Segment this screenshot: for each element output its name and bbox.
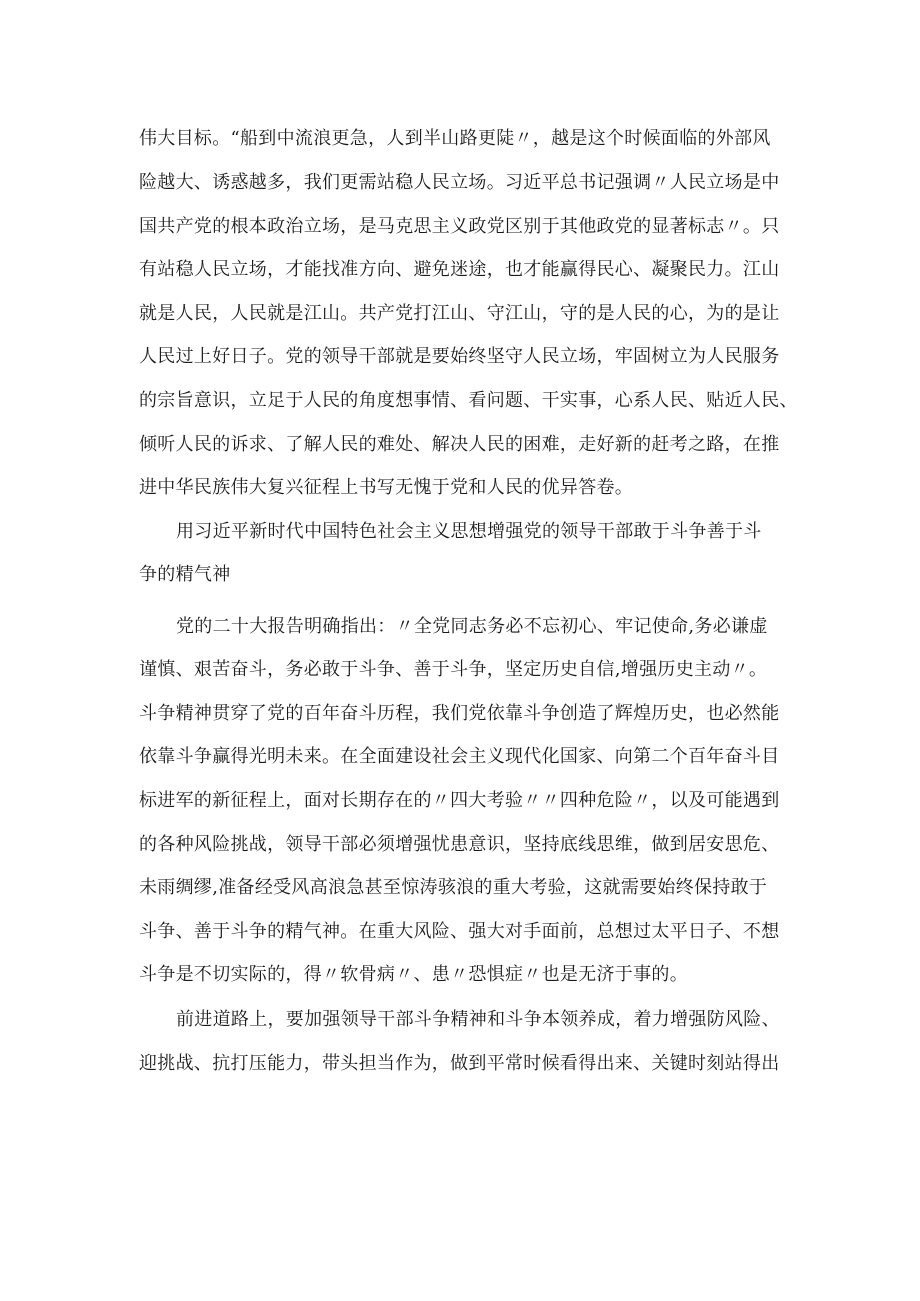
section-heading-line: 争的精气神 [139, 564, 231, 585]
text-line: 党的二十大报告明确指出：〃全党同志务必不忘初心、牢记使命,务必谦虚 [176, 616, 768, 637]
text-line: 倾听人民的诉求、了解人民的难处、解决人民的困难，走好新的赶考之路，在推 [139, 434, 780, 455]
text-line: 斗争、善于斗争的精气神。在重大风险、强大对手面前，总想过太平日子、不想 [139, 921, 780, 942]
text-line: 险越大、诱惑越多，我们更需站稳人民立场。习近平总书记强调〃人民立场是中 [139, 172, 780, 193]
text-line: 人民过上好日子。党的领导干部就是要始终坚守人民立场，牢固树立为人民服务 [139, 346, 780, 367]
text-line: 就是人民，人民就是江山。共产党打江山、守江山，守的是人民的心，为的是让 [139, 303, 780, 324]
text-line: 标进军的新征程上，面对长期存在的〃四大考验〃〃四种危险〃，以及可能遇到 [139, 790, 780, 811]
text-line: 前进道路上，要加强领导干部斗争精神和斗争本领养成，着力增强防风险、 [176, 1009, 780, 1030]
text-line: 斗争精神贯穿了党的百年奋斗历程，我们党依靠斗争创造了辉煌历史，也必然能 [139, 703, 780, 724]
text-line: 的各种风险挑战，领导干部必须增强忧患意识，坚持底线思维，做到居安思危、 [139, 834, 780, 855]
text-line: 有站稳人民立场，才能找准方向、避免迷途，也才能赢得民心、凝聚民力。江山 [139, 259, 780, 280]
section-heading-line: 用习近平新时代中国特色社会主义思想增强党的领导干部敢于斗争善于斗 [176, 521, 762, 542]
text-line: 迎挑战、抗打压能力，带头担当作为，做到平常时候看得出来、关键时刻站得出 [139, 1053, 780, 1074]
text-line: 国共产党的根本政治立场，是马克思主义政党区别于其他政党的显著标志〃。只 [139, 216, 780, 237]
text-line: 未雨绸缪,准备经受风高浪急甚至惊涛骇浪的重大考验，这就需要始终保持敢于 [139, 877, 768, 898]
text-line: 伟大目标。“船到中流浪更急，人到半山路更陡〃，越是这个时候面临的外部风 [139, 128, 771, 149]
text-line: 的宗旨意识，立足于人民的角度想事情、看问题、干实事，心系人民、贴近人民、 [139, 390, 798, 411]
text-line: 斗争是不切实际的，得〃软骨病〃、患〃恐惧症〃也是无济于事的。 [139, 964, 688, 985]
text-line: 进中华民族伟大复兴征程上书写无愧于党和人民的优异答卷。 [139, 477, 634, 498]
text-line: 谨慎、艰苦奋斗，务必敢于斗争、善于斗争，坚定历史自信,增强历史主动〃。 [139, 659, 768, 680]
text-line: 依靠斗争赢得光明未来。在全面建设社会主义现代化国家、向第二个百年奋斗目 [139, 746, 780, 767]
